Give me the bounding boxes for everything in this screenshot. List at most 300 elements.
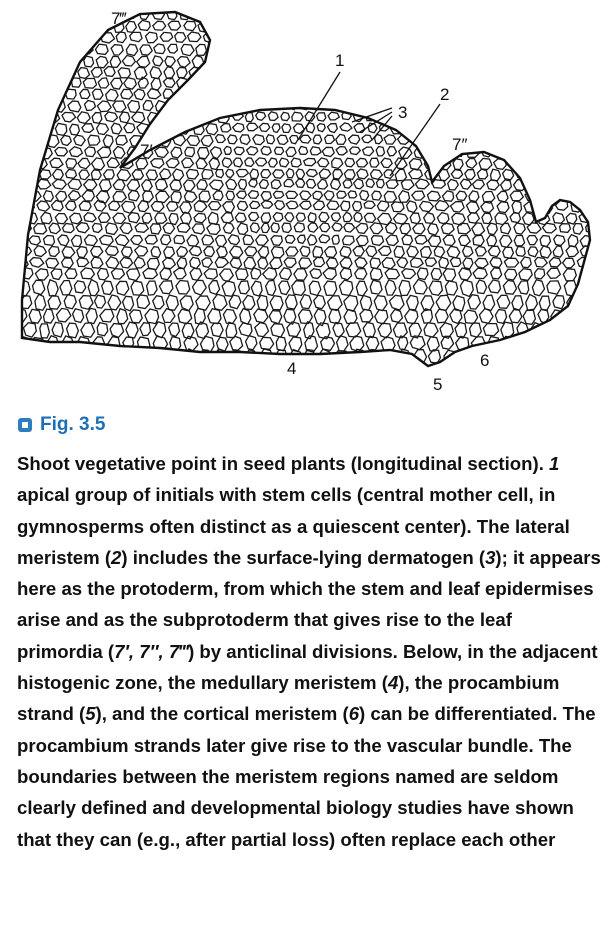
label-3: 3	[398, 103, 408, 122]
cell	[15, 9, 25, 18]
cell	[594, 310, 604, 324]
cell	[239, 281, 250, 294]
cell	[71, 9, 80, 20]
cell	[292, 281, 306, 296]
cell	[16, 235, 28, 246]
cell	[400, 88, 411, 98]
cell	[508, 9, 519, 20]
cell	[35, 269, 48, 280]
cell	[168, 21, 180, 30]
cell	[292, 112, 303, 121]
caption-title: Shoot vegetative point in seed plants (longitudinal section).	[17, 453, 544, 474]
cell	[121, 89, 133, 99]
cell	[134, 257, 145, 268]
cell	[261, 223, 269, 232]
cell	[483, 324, 498, 336]
cell	[567, 180, 579, 191]
cell	[395, 66, 406, 76]
cell	[574, 124, 583, 133]
caption-text-4: ) by anticlinal divisions. Below, in the adjacent histogenic zone, the medullary meristem (	[17, 640, 598, 694]
cell	[386, 180, 398, 189]
cell	[177, 258, 187, 269]
cell	[356, 100, 366, 109]
cell	[234, 158, 243, 167]
cell	[104, 67, 115, 77]
cell	[371, 170, 383, 180]
cell	[76, 21, 86, 30]
cell	[421, 247, 432, 258]
cell	[154, 44, 165, 54]
cell	[138, 201, 149, 212]
cell	[118, 68, 130, 78]
cell	[492, 56, 504, 66]
cell	[463, 246, 473, 256]
cell	[21, 44, 33, 55]
cell	[364, 201, 375, 209]
cell	[447, 56, 459, 65]
cell	[285, 295, 297, 309]
cell	[561, 350, 571, 365]
cell	[382, 258, 395, 269]
cell	[324, 281, 337, 295]
cell	[166, 295, 178, 310]
cell	[369, 100, 380, 109]
cell	[497, 78, 508, 89]
cell	[545, 32, 558, 42]
cell	[395, 169, 406, 181]
cell	[475, 258, 488, 268]
cell	[77, 258, 89, 267]
cell	[67, 323, 79, 338]
cell	[550, 78, 564, 89]
cell	[190, 78, 202, 87]
cell	[123, 296, 134, 311]
cell	[209, 44, 220, 53]
cell	[379, 246, 392, 255]
cell	[328, 296, 343, 311]
cell	[333, 100, 343, 109]
cell	[66, 201, 76, 211]
cell	[445, 281, 457, 295]
cell	[391, 202, 404, 212]
cell	[14, 124, 24, 134]
cell	[74, 281, 85, 293]
cell	[255, 22, 266, 31]
cell	[185, 147, 195, 156]
cell	[236, 269, 248, 280]
cell	[515, 350, 527, 365]
cell	[218, 56, 229, 66]
cell	[413, 89, 425, 100]
cell	[239, 323, 252, 336]
cell	[13, 190, 25, 202]
cell	[319, 212, 329, 222]
cell	[332, 223, 342, 231]
caption-text-3: ); it appears here as the protoderm, from which the stem and leaf epidermises arise and as the subprotoderm that gives rise to the leaf primordia (	[17, 546, 601, 662]
cell	[234, 67, 244, 77]
cell	[250, 44, 262, 54]
cell	[448, 179, 459, 190]
cell	[537, 45, 548, 55]
label-7-double-prime: 7″	[452, 135, 468, 154]
cell	[274, 78, 285, 88]
cell	[591, 322, 603, 335]
cell	[353, 246, 364, 256]
cell	[579, 44, 589, 54]
cell	[230, 246, 243, 257]
cell	[560, 323, 574, 337]
cell	[445, 113, 459, 123]
cell	[52, 200, 64, 211]
cell	[153, 336, 167, 352]
cell	[260, 32, 273, 42]
cell	[66, 44, 79, 55]
cell	[318, 32, 329, 43]
cell	[346, 101, 355, 110]
cell	[340, 268, 351, 280]
cell	[520, 112, 532, 124]
cell	[50, 44, 62, 55]
cell	[271, 223, 279, 233]
cell	[290, 136, 298, 144]
cell	[132, 170, 143, 180]
cell	[177, 68, 187, 78]
cell	[443, 235, 455, 245]
cell	[279, 281, 290, 295]
cell	[427, 337, 439, 351]
cell	[91, 170, 101, 180]
cell	[425, 101, 435, 112]
cell	[250, 223, 259, 233]
cell	[53, 169, 64, 179]
cell	[435, 123, 447, 134]
cell	[224, 146, 231, 154]
cell	[7, 66, 19, 78]
cell	[345, 158, 355, 167]
cell	[205, 89, 217, 99]
cell	[308, 223, 318, 232]
cell	[569, 67, 580, 78]
cell	[354, 212, 362, 222]
cell	[251, 268, 261, 279]
cell	[28, 101, 40, 113]
cell	[557, 67, 567, 78]
cell	[574, 112, 586, 122]
cell	[332, 89, 343, 99]
cell	[554, 235, 565, 245]
cell	[343, 78, 354, 86]
cell	[130, 310, 143, 323]
caption-ref-7: 7′, 7″, 7‴	[114, 640, 189, 662]
caption-ref-4: 4	[387, 672, 399, 694]
cell	[354, 179, 364, 189]
cell	[181, 212, 192, 224]
cell	[497, 202, 509, 213]
cell	[328, 124, 338, 133]
cell	[439, 257, 449, 268]
cell	[40, 170, 51, 179]
cell	[491, 268, 502, 279]
cell	[466, 159, 477, 169]
cell	[316, 44, 328, 53]
cell	[411, 78, 423, 88]
cell	[151, 159, 164, 168]
cell	[128, 101, 140, 113]
cell	[153, 21, 166, 30]
cell	[595, 191, 607, 203]
cell	[1, 309, 13, 324]
cell	[248, 56, 260, 68]
cell	[588, 113, 601, 124]
cell	[31, 33, 42, 42]
cell	[155, 349, 167, 364]
cell	[322, 10, 334, 18]
cell	[441, 223, 454, 234]
cell	[323, 268, 336, 279]
cell	[228, 235, 239, 245]
caption-ref-3: 3	[485, 546, 496, 568]
cell	[461, 112, 474, 123]
cell	[530, 170, 541, 180]
cell	[7, 224, 18, 233]
caption-ref-2: 2	[111, 546, 122, 568]
cell	[146, 170, 157, 180]
cell	[88, 135, 100, 145]
cell	[477, 169, 487, 179]
cell	[415, 33, 426, 42]
cell	[410, 213, 420, 224]
cell	[190, 268, 202, 280]
cell	[408, 9, 421, 18]
cell	[401, 180, 414, 190]
cell	[599, 101, 610, 113]
cell	[331, 213, 340, 222]
cell	[451, 67, 463, 78]
cell	[581, 179, 594, 189]
cell	[159, 281, 173, 294]
cell	[388, 56, 400, 68]
cell	[593, 9, 604, 18]
cell	[97, 101, 111, 112]
cell	[523, 78, 534, 89]
cell	[566, 213, 577, 224]
cell	[547, 350, 559, 363]
cell	[449, 123, 458, 135]
cell	[137, 295, 150, 309]
cell	[463, 258, 473, 269]
cell	[456, 77, 468, 89]
cell	[314, 257, 325, 267]
cell	[585, 21, 596, 31]
cell	[271, 247, 284, 258]
cell	[28, 147, 39, 157]
cell	[313, 191, 323, 200]
cell	[240, 309, 251, 325]
cell	[275, 147, 284, 154]
cell	[213, 191, 223, 201]
cell	[421, 296, 434, 311]
cell	[81, 323, 95, 337]
cell	[62, 112, 76, 122]
cell	[523, 309, 535, 324]
cell	[389, 21, 402, 32]
cell	[216, 170, 224, 178]
cell	[356, 158, 367, 167]
cell	[360, 191, 369, 201]
cell	[511, 44, 521, 54]
cell	[456, 191, 467, 200]
cell	[286, 89, 295, 98]
cell	[142, 180, 153, 191]
cell	[36, 43, 49, 56]
cell	[250, 169, 259, 179]
cell	[561, 336, 573, 349]
cell	[7, 136, 18, 147]
cell	[422, 68, 434, 79]
cell	[230, 258, 241, 268]
cell	[92, 89, 103, 99]
cell	[329, 309, 341, 323]
cell	[425, 135, 437, 145]
cell	[473, 235, 484, 245]
cell	[548, 123, 557, 134]
cell	[450, 9, 462, 18]
cell	[197, 180, 207, 190]
cell	[560, 32, 573, 42]
cell	[476, 124, 488, 133]
cell	[403, 57, 415, 67]
cell	[325, 247, 337, 258]
cell	[451, 202, 465, 213]
cell	[553, 296, 565, 309]
cell	[194, 213, 206, 223]
cell	[1, 9, 12, 20]
cell	[22, 89, 33, 99]
cell	[442, 32, 454, 44]
cell	[417, 268, 428, 280]
cell	[208, 212, 218, 224]
cell	[352, 68, 365, 79]
cell	[420, 123, 433, 133]
cell	[454, 101, 466, 112]
cell	[450, 309, 462, 324]
cell	[565, 308, 578, 324]
cell	[333, 322, 344, 337]
cell	[249, 180, 257, 188]
cell	[68, 101, 81, 112]
cell	[399, 280, 411, 295]
cell	[98, 78, 109, 88]
cell	[140, 45, 152, 55]
cell	[74, 135, 85, 146]
cell	[167, 202, 178, 211]
cell	[331, 33, 342, 44]
cell	[313, 135, 321, 144]
cell	[55, 123, 66, 135]
cell	[568, 90, 580, 100]
cell	[371, 44, 383, 54]
cell	[535, 269, 545, 279]
cell	[208, 309, 221, 324]
cell	[524, 45, 535, 54]
cell	[206, 56, 217, 66]
cell	[174, 268, 186, 278]
cell	[113, 180, 125, 190]
cell	[479, 158, 492, 169]
cell	[49, 68, 61, 80]
cell	[539, 296, 550, 311]
cell	[385, 269, 399, 279]
cell	[467, 202, 480, 214]
cell	[44, 77, 57, 88]
cell	[487, 223, 497, 235]
cell	[515, 21, 527, 32]
cell	[237, 191, 247, 199]
cell	[381, 67, 392, 76]
cell	[204, 247, 215, 257]
cell	[594, 170, 604, 180]
cell	[307, 179, 316, 188]
cell	[514, 223, 525, 234]
cell	[38, 350, 51, 364]
cell	[485, 33, 498, 42]
cell	[202, 235, 214, 245]
cell	[232, 56, 245, 65]
cell	[428, 350, 440, 363]
cell	[489, 280, 501, 293]
cell	[51, 269, 62, 280]
cell	[489, 337, 500, 353]
cell	[110, 324, 124, 338]
cell	[533, 123, 545, 134]
cell	[550, 159, 560, 170]
cell	[64, 295, 76, 309]
cell	[129, 190, 140, 200]
cell	[289, 45, 300, 57]
cell	[349, 135, 360, 144]
cell	[498, 89, 508, 99]
cell	[246, 336, 257, 350]
cell	[467, 135, 479, 145]
cell	[280, 268, 292, 280]
cell	[253, 135, 264, 145]
cell	[387, 147, 396, 156]
cell	[547, 268, 560, 278]
cell	[497, 135, 509, 146]
cell	[563, 269, 576, 281]
cell	[294, 269, 307, 281]
cell	[462, 56, 475, 66]
cell	[113, 101, 126, 112]
cell	[310, 269, 322, 279]
cell	[48, 280, 59, 296]
cell	[340, 123, 352, 131]
cell	[27, 169, 37, 179]
cell	[450, 258, 461, 267]
cell	[514, 235, 524, 246]
cell	[252, 9, 262, 19]
cell	[597, 246, 609, 255]
cell	[135, 246, 148, 256]
cell	[296, 179, 305, 187]
cell	[510, 191, 523, 201]
cell	[487, 180, 499, 190]
cell	[85, 147, 96, 157]
cell	[551, 45, 561, 56]
cell	[417, 56, 428, 66]
cell	[337, 191, 346, 198]
cell	[574, 147, 584, 157]
